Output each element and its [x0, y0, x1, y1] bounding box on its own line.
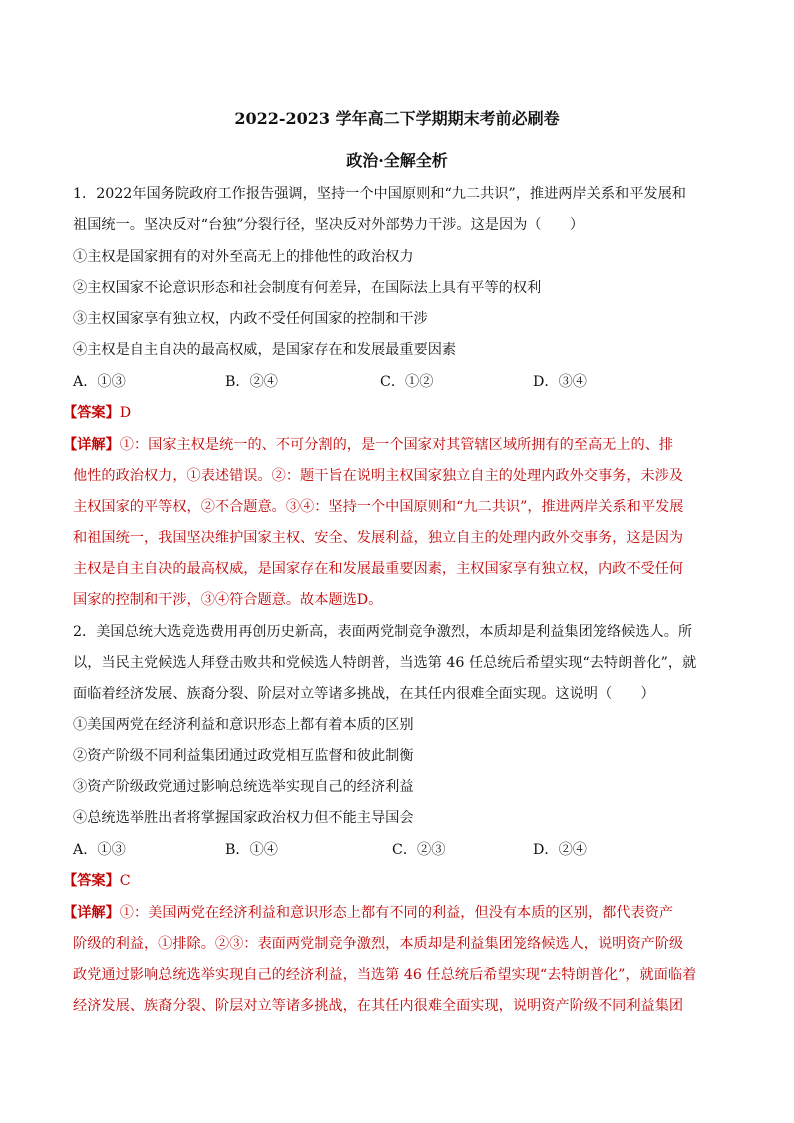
q2-item-1: ①美国两党在经济利益和意识形态上都有着本质的区别 [73, 717, 414, 733]
q1-detail-line-3: 主权国家的平等权，②不合题意。③④：坚持一个中国原则和“九二共识”，推进两岸关系和平发展 [73, 499, 684, 515]
q1-stem-line-1: 1．2022年国务院政府工作报告强调，坚持一个中国原则和“九二共识”，推进两岸关系和平发展和 [73, 186, 686, 202]
q1-detail-line-1 [63, 435, 723, 455]
q2-answer-value: C [119, 873, 131, 889]
q2-detail-line-2: 阶级的利益，①排除。②③：表面两党制竞争激烈，本质却是利益集团笼络候选人，说明资产阶级 [73, 936, 684, 952]
q1-option-a: A．①③ [73, 374, 126, 390]
q1-detail-line-4: 和祖国统一，我国坚决维护国家主权、安全、发展利益，独立自主的处理内政外交事务，这是因为 [73, 530, 684, 546]
q1-option-c: C．①② [380, 374, 434, 390]
q2-stem-line-1: 2．美国总统大选竞选费用再创历史新高，表面两党制竞争激烈，本质却是利益集团笼络候选人。所 [73, 624, 693, 640]
q2-option-c: C．②③ [392, 842, 446, 858]
q2-detail-line-1 [63, 903, 723, 923]
q1-item-1: ①主权是国家拥有的对外至高无上的排他性的政治权力 [73, 249, 414, 265]
q1-stem-line-2: 祖国统一。坚决反对“台独”分裂行径，坚决反对外部势力干涉。这是因为（ ） [73, 217, 585, 233]
q2-answer-tag: 【答案】 [63, 873, 120, 889]
q1-detail-line-2: 他性的政治权力，①表述错误。②：题干旨在说明主权国家独立自主的处理内政外交事务，未涉及 [73, 468, 684, 484]
q1-option-d: D．③④ [533, 374, 587, 390]
q1-answer-value: D [119, 405, 132, 421]
q2-stem-line-2: 以，当民主党候选人拜登击败共和党候选人特朗普，当选第 46 任总统后希望实现“去特朗普化”，就 [73, 655, 697, 671]
q1-item-3: ③主权国家享有独立权，内政不受任何国家的控制和干涉 [73, 311, 428, 327]
q2-detail-tag: 【详解】 [63, 905, 120, 921]
q2-item-2: ②资产阶级不同利益集团通过政党相互监督和彼此制衡 [73, 748, 414, 764]
document-subtitle: 政治·全解全析 [346, 151, 448, 170]
q2-item-3: ③资产阶级政党通过影响总统选举实现自己的经济利益 [73, 779, 414, 795]
q2-stem-line-3: 面临着经济发展、族裔分裂、阶层对立等诸多挑战，在其任内很难全面实现。这说明（ ） [73, 686, 655, 702]
q1-detail-line-6: 国家的控制和干涉，③④符合题意。故本题选D。 [73, 592, 383, 608]
q2-detail-line-3: 政党通过影响总统选举实现自己的经济利益，当选第 46 任总统后希望实现“去特朗普化”，就面临着 [73, 967, 697, 983]
document-title: 2022-2023 学年高二下学期期末考前必刷卷 [234, 109, 560, 128]
q1-item-2: ②主权国家不论意识形态和社会制度有何差异，在国际法上具有平等的权利 [73, 280, 542, 296]
q2-item-4: ④总统选举胜出者将掌握国家政治权力但不能主导国会 [73, 810, 414, 826]
q2-answer [63, 871, 723, 891]
q2-option-b: B．①④ [225, 842, 278, 858]
q1-detail-text-1: ①：国家主权是统一的、不可分割的，是一个国家对其管辖区域所拥有的至高无上的、排 [119, 437, 674, 453]
q2-detail-text-1: ①：美国两党在经济利益和意识形态上都有不同的利益，但没有本质的区别，都代表资产 [119, 905, 674, 921]
q2-detail-line-4: 经济发展、族裔分裂、阶层对立等诸多挑战，在其任内很难全面实现，说明资产阶级不同利益集团 [73, 998, 684, 1014]
q1-detail-tag: 【详解】 [63, 437, 120, 453]
q1-item-4: ④主权是自主自决的最高权威，是国家存在和发展最重要因素 [73, 342, 457, 358]
q1-answer-tag: 【答案】 [63, 405, 120, 421]
q2-option-d: D．②④ [533, 842, 587, 858]
q1-detail-line-5: 主权是自主自决的最高权威，是国家存在和发展最重要因素，主权国家享有独立权，内政不受任何 [73, 561, 684, 577]
q1-answer [63, 403, 723, 423]
q2-option-a: A．①③ [73, 842, 126, 858]
q1-option-b: B．②④ [225, 374, 278, 390]
